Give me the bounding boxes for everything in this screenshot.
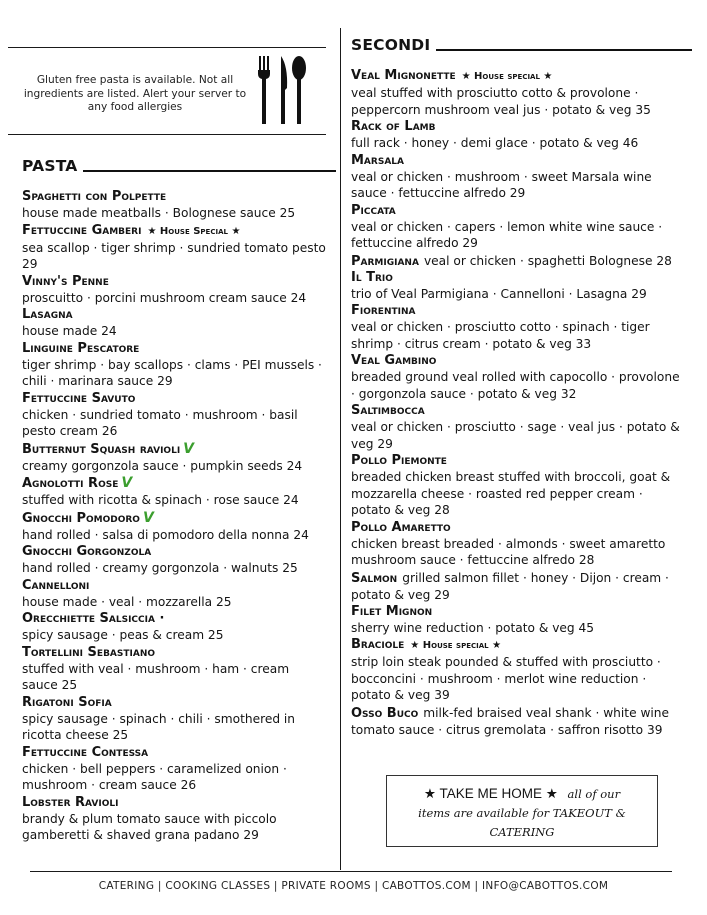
menu-item-title: Pollo Piemonte bbox=[351, 453, 447, 468]
utensils-icon bbox=[257, 54, 309, 126]
menu-item-description: veal stuffed with prosciutto cotto & provolone · peppercorn mushroom veal jus · potato & veg 35 bbox=[351, 86, 651, 117]
menu-item-title: Tortellini Sebastiano bbox=[22, 644, 156, 660]
menu-item-description: breaded ground veal rolled with capocollo · provolone · gorgonzola sauce · potato & veg 32 bbox=[351, 370, 680, 401]
footer-divider bbox=[30, 871, 672, 872]
menu-item-name bbox=[22, 391, 327, 407]
menu-item-description: creamy gorgonzola sauce · pumpkin seeds 24 bbox=[22, 458, 303, 473]
menu-item-title: Lasagna bbox=[22, 307, 73, 322]
menu-item-description: tiger shrimp · bay scallops · clams · PEI mussels · chili · marinara sauce 29 bbox=[22, 357, 322, 388]
takehome-title: ★ TAKE ME HOME ★ bbox=[423, 786, 558, 801]
menu-item-description: veal or chicken · prosciutto · sage · veal jus · potato & veg 29 bbox=[351, 420, 680, 451]
menu-item-title: Spaghetti con Polpette bbox=[22, 189, 167, 204]
footer-links: CATERING | COOKING CLASSES | PRIVATE ROOMS | CABOTTOS.COM | INFO@CABOTTOS.COM bbox=[98, 880, 609, 892]
menu-item bbox=[22, 695, 327, 744]
menu-item-title: Agnolotti Rose bbox=[22, 476, 119, 491]
menu-item-title: Gnocchi Gorgonzola bbox=[22, 544, 152, 559]
menu-item-name bbox=[22, 341, 327, 357]
menu-item-title: Rack of Lamb bbox=[351, 119, 436, 134]
menu-item bbox=[22, 341, 327, 390]
menu-item-name bbox=[351, 637, 685, 654]
menu-item-description: brandy & plum tomato sauce with piccolo gamberetti & shaved grana padano 29 bbox=[22, 811, 277, 842]
takehome-box bbox=[386, 775, 658, 847]
menu-item bbox=[22, 745, 327, 794]
menu-item-name bbox=[22, 510, 327, 527]
menu-item-description: spicy sausage · spinach · chili · smothered in ricotta cheese 25 bbox=[22, 711, 296, 742]
menu-item-name bbox=[351, 403, 685, 419]
menu-item bbox=[22, 544, 327, 577]
menu-item-name bbox=[22, 611, 327, 627]
menu-item-description: trio of Veal Parmigiana · Cannelloni · Lasagna 29 bbox=[351, 286, 647, 301]
menu-item bbox=[351, 403, 685, 452]
menu-item-name bbox=[22, 475, 327, 492]
allergy-notice: Gluten free pasta is available. Not all ingredients are listed. Alert your server to any food allergies bbox=[23, 74, 247, 113]
menu-item-description: chicken · bell peppers · caramelized onion · mushroom · cream sauce 26 bbox=[22, 761, 287, 792]
menu-item-title: Butternut Squash ravioli bbox=[22, 441, 181, 457]
menu-item-title: Vinny's Penne bbox=[22, 273, 109, 289]
menu-item-description: house made meatballs · Bolognese sauce 25 bbox=[22, 206, 296, 220]
menu-item-title: Veal Mignonette bbox=[351, 68, 456, 83]
menu-item bbox=[351, 453, 685, 519]
menu-item bbox=[351, 303, 685, 352]
menu-item-title: Salmon bbox=[351, 570, 398, 586]
menu-item bbox=[351, 68, 685, 118]
house-special-badge: ★ House Special ★ bbox=[147, 225, 241, 237]
menu-item-title: Marsala bbox=[351, 152, 404, 168]
menu-item-name bbox=[22, 189, 327, 205]
menu-item-description: sea scallop · tiger shrimp · sundried tomato pesto 29 bbox=[22, 240, 326, 271]
menu-item-title: Orecchiette Salsiccia · bbox=[22, 611, 165, 626]
vegetarian-leaf-icon: V bbox=[183, 440, 195, 457]
menu-item-description: house made · veal · mozzarella 25 bbox=[22, 594, 232, 609]
menu-item bbox=[22, 441, 327, 475]
menu-item bbox=[351, 153, 685, 202]
menu-item-description: veal or chicken · capers · lemon white wine sauce · fettuccine alfredo 29 bbox=[351, 219, 663, 250]
top-divider-left bbox=[8, 47, 326, 48]
menu-item-description: sherry wine reduction · potato & veg 45 bbox=[351, 620, 595, 635]
menu-item-name bbox=[351, 303, 685, 319]
menu-item-description: chicken breast breaded · almonds · sweet amaretto mushroom sauce · fettuccine alfredo 28 bbox=[351, 536, 666, 567]
menu-item-title: Pollo Amaretto bbox=[351, 519, 451, 535]
menu-item-title: Il Trio bbox=[351, 269, 393, 285]
menu-item-name bbox=[22, 795, 327, 811]
notice-divider-bottom bbox=[8, 134, 326, 135]
menu-item bbox=[22, 645, 327, 694]
menu-item bbox=[22, 189, 327, 222]
menu-item bbox=[351, 705, 685, 739]
menu-item-name bbox=[351, 570, 685, 604]
secondi-list bbox=[351, 68, 685, 739]
menu-item-title: Filet Mignon bbox=[351, 603, 433, 619]
menu-item bbox=[22, 274, 327, 307]
takehome-line1: all of our bbox=[567, 787, 621, 801]
menu-item-title: Osso Buco bbox=[351, 705, 419, 721]
menu-item bbox=[22, 795, 327, 844]
menu-item-title: Braciole bbox=[351, 637, 405, 652]
house-special-badge: ★ House special ★ bbox=[461, 71, 553, 82]
menu-item-name bbox=[22, 223, 327, 240]
menu-item-description: milk-fed braised veal shank · white wine tomato sauce · citrus gremolata · saffron risotto 39 bbox=[351, 705, 670, 737]
secondi-title: SECONDI bbox=[351, 36, 692, 54]
menu-item-description: hand rolled · creamy gorgonzola · walnuts 25 bbox=[22, 561, 298, 575]
menu-item-description: house made 24 bbox=[22, 324, 117, 338]
menu-item-name bbox=[22, 645, 327, 661]
menu-item-name bbox=[22, 441, 327, 458]
menu-item-name bbox=[351, 453, 685, 469]
menu-item-title: Piccata bbox=[351, 202, 396, 218]
menu-item-title: Linguine Pescatore bbox=[22, 340, 140, 356]
menu-item bbox=[22, 391, 327, 440]
menu-item-description: hand rolled · salsa di pomodoro della nonna 24 bbox=[22, 527, 309, 542]
menu-item bbox=[351, 353, 685, 402]
house-special-badge: ★ House special ★ bbox=[410, 640, 502, 651]
menu-item-title: Fettuccine Savuto bbox=[22, 390, 136, 406]
menu-item-name bbox=[22, 544, 327, 560]
menu-item-name bbox=[351, 353, 685, 369]
menu-item-description: veal or chicken · mushroom · sweet Marsala wine sauce · fettuccine alfredo 29 bbox=[351, 169, 652, 200]
menu-item-title: Parmigiana bbox=[351, 253, 419, 269]
menu-item bbox=[22, 611, 327, 644]
menu-item bbox=[351, 570, 685, 604]
menu-item-name bbox=[22, 745, 327, 761]
menu-item bbox=[22, 475, 327, 509]
menu-item-name bbox=[22, 695, 327, 711]
menu-item-title: Fettuccine Contessa bbox=[22, 744, 149, 760]
menu-item bbox=[351, 253, 685, 270]
menu-item-name bbox=[351, 119, 685, 135]
menu-item-title: Gnocchi Pomodoro bbox=[22, 510, 140, 526]
menu-item-title: Fiorentina bbox=[351, 303, 416, 318]
menu-item bbox=[351, 270, 685, 303]
takehome-line2: items are available for TAKEOUT & bbox=[418, 806, 626, 820]
menu-item bbox=[22, 307, 327, 340]
vegetarian-leaf-icon: V bbox=[142, 509, 154, 526]
takehome-line-1 bbox=[387, 784, 657, 804]
menu-item-description: full rack · honey · demi glace · potato & veg 46 bbox=[351, 136, 639, 150]
pasta-list bbox=[22, 189, 327, 845]
pasta-title: PASTA bbox=[22, 157, 336, 175]
menu-item-name bbox=[22, 578, 327, 594]
column-divider bbox=[340, 28, 341, 870]
menu-item bbox=[351, 203, 685, 252]
menu-item-title: Cannelloni bbox=[22, 577, 90, 593]
vegetarian-leaf-icon: V bbox=[121, 475, 133, 491]
menu-item-name bbox=[351, 270, 685, 286]
menu-item-title: Veal Gambino bbox=[351, 353, 437, 368]
menu-item-description: grilled salmon fillet · honey · Dijon · cream · potato & veg 29 bbox=[351, 570, 669, 602]
menu-item-title: Fettuccine Gamberi bbox=[22, 222, 142, 238]
menu-item-name bbox=[351, 253, 685, 270]
menu-item bbox=[351, 637, 685, 704]
menu-item-name bbox=[351, 68, 685, 85]
menu-item-name bbox=[351, 153, 685, 169]
menu-item-title: Rigatoni Sofia bbox=[22, 694, 112, 710]
takehome-line3: CATERING bbox=[489, 825, 555, 839]
menu-item-name bbox=[351, 203, 685, 219]
menu-item-description: proscuitto · porcini mushroom cream sauce 24 bbox=[22, 290, 307, 305]
menu-item-description: veal or chicken · prosciutto cotto · spinach · tiger shrimp · citrus cream · potato & veg 33 bbox=[351, 320, 650, 351]
menu-item-description: breaded chicken breast stuffed with broccoli, goat & mozzarella cheese · roasted red pepper cream · potato & veg 28 bbox=[351, 470, 671, 517]
menu-item-name bbox=[351, 520, 685, 536]
menu-item-name bbox=[351, 604, 685, 620]
menu-item-name bbox=[351, 705, 685, 739]
menu-item-description: spicy sausage · peas & cream 25 bbox=[22, 628, 224, 642]
menu-item-title: Lobster Ravioli bbox=[22, 794, 119, 810]
menu-item bbox=[351, 604, 685, 637]
menu-item-description: stuffed with ricotta & spinach · rose sauce 24 bbox=[22, 493, 299, 507]
menu-item-description: veal or chicken · spaghetti Bolognese 28 bbox=[423, 253, 672, 268]
menu-item-name bbox=[22, 274, 327, 290]
menu-item-name bbox=[22, 307, 327, 323]
menu-item-title: Saltimbocca bbox=[351, 403, 425, 418]
menu-item bbox=[22, 578, 327, 611]
menu-item-description: strip loin steak pounded & stuffed with prosciutto · bocconcini · mushroom · merlot wine reduction · potato & veg 39 bbox=[351, 655, 661, 702]
menu-item-description: stuffed with veal · mushroom · ham · cream sauce 25 bbox=[22, 661, 290, 692]
menu-item bbox=[351, 119, 685, 152]
menu-item bbox=[351, 520, 685, 569]
menu-item bbox=[22, 223, 327, 273]
menu-item bbox=[22, 510, 327, 544]
menu-item-description: chicken · sundried tomato · mushroom · basil pesto cream 26 bbox=[22, 407, 298, 438]
